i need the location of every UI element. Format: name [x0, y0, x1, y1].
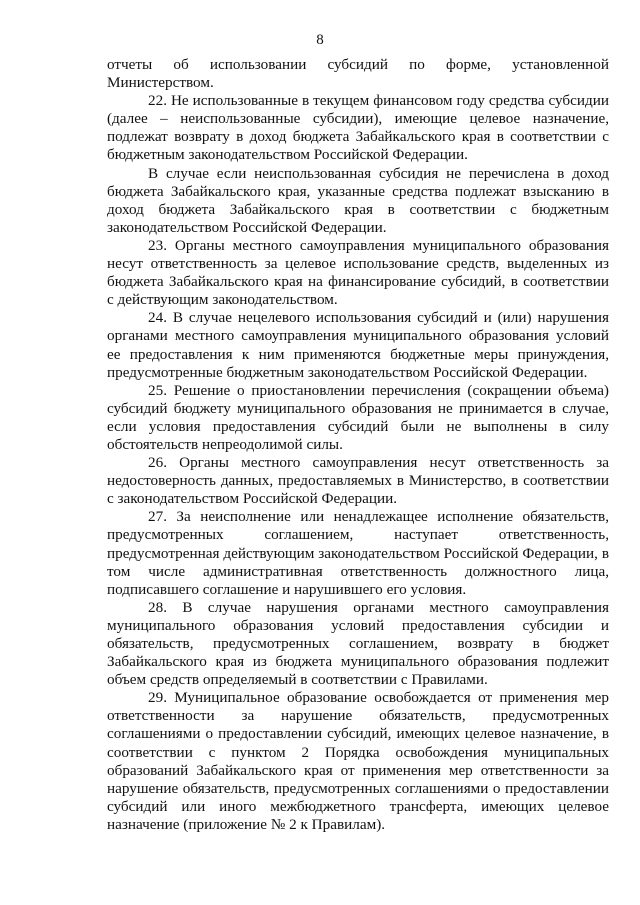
paragraph-item-28: 28. В случае нарушения органами местного самоуправления муниципального образования условий предоставления субсидии и обязательств, предусмотренных соглашением, возврату в бюджет Забайкальского края из бюджета муниципального образования подлежит объем средств определяемый в соответствии с Правилами. [107, 598, 609, 689]
paragraph-item-27: 27. За неисполнение или ненадлежащее исполнение обязательств, предусмотренных соглашением, наступает ответственность, предусмотренная действующим законодательством Российской Федерации, в том числе административная ответственность должностного лица, подписавшего соглашение и нарушившего его условия. [107, 508, 609, 598]
paragraph-item-25: 25. Решение о приостановлении перечисления (сокращении объема) субсидий бюджету муниципального образования не принимается в случае, если условия предоставления субсидий были не выполнены в силу обстоятельств непреодолимой силы. [107, 381, 609, 453]
document-body [107, 56, 609, 834]
paragraph-continuation: отчеты об использовании субсидий по форме, установленной Министерством. [107, 56, 609, 92]
paragraph-item-22-recovery: В случае если неиспользованная субсидия не перечислена в доход бюджета Забайкальского края, указанные средства подлежат взысканию в доход бюджета Забайкальского края в соответствии с бюджетным законодательством Российской Федерации. [107, 164, 609, 236]
page-number: 8 [316, 32, 324, 48]
paragraph-item-26: 26. Органы местного самоуправления несут ответственность за недостоверность данных, предоставляемых в Министерство, в соответствии с законодательством Российской Федерации. [107, 454, 609, 508]
paragraph-item-24: 24. В случае нецелевого использования субсидий и (или) нарушения органами местного самоуправления муниципального образования условий ее предоставления к ним применяются бюджетные меры принуждения, предусмотренные бюджетным законодательством Российской Федерации. [107, 309, 609, 381]
paragraph-item-29: 29. Муниципальное образование освобождается от применения мер ответственности за нарушение обязательств, предусмотренных соглашениями о предоставлении субсидий, имеющих целевое назначение, в соответствии с пунктом 2 Порядка освобождения муниципальных образований Забайкальского края от применения мер ответственности за нарушение обязательств, предусмотренных соглашениями о предоставлении субсидий или иного межбюджетного трансферта, имеющих целевое назначение (приложение № 2 к Правилам). [107, 689, 609, 833]
paragraph-item-22: 22. Не использованные в текущем финансовом году средства субсидии (далее – неиспользованные субсидии), имеющие целевое назначение, подлежат возврату в доход бюджета Забайкальского края в соответствии с бюджетным законодательством Российской Федерации. [107, 92, 609, 164]
paragraph-item-23: 23. Органы местного самоуправления муниципального образования несут ответственность за целевое использование средств, выделенных из бюджета Забайкальского края на финансирование субсидий, в соответствии с действующим законодательством. [107, 236, 609, 309]
